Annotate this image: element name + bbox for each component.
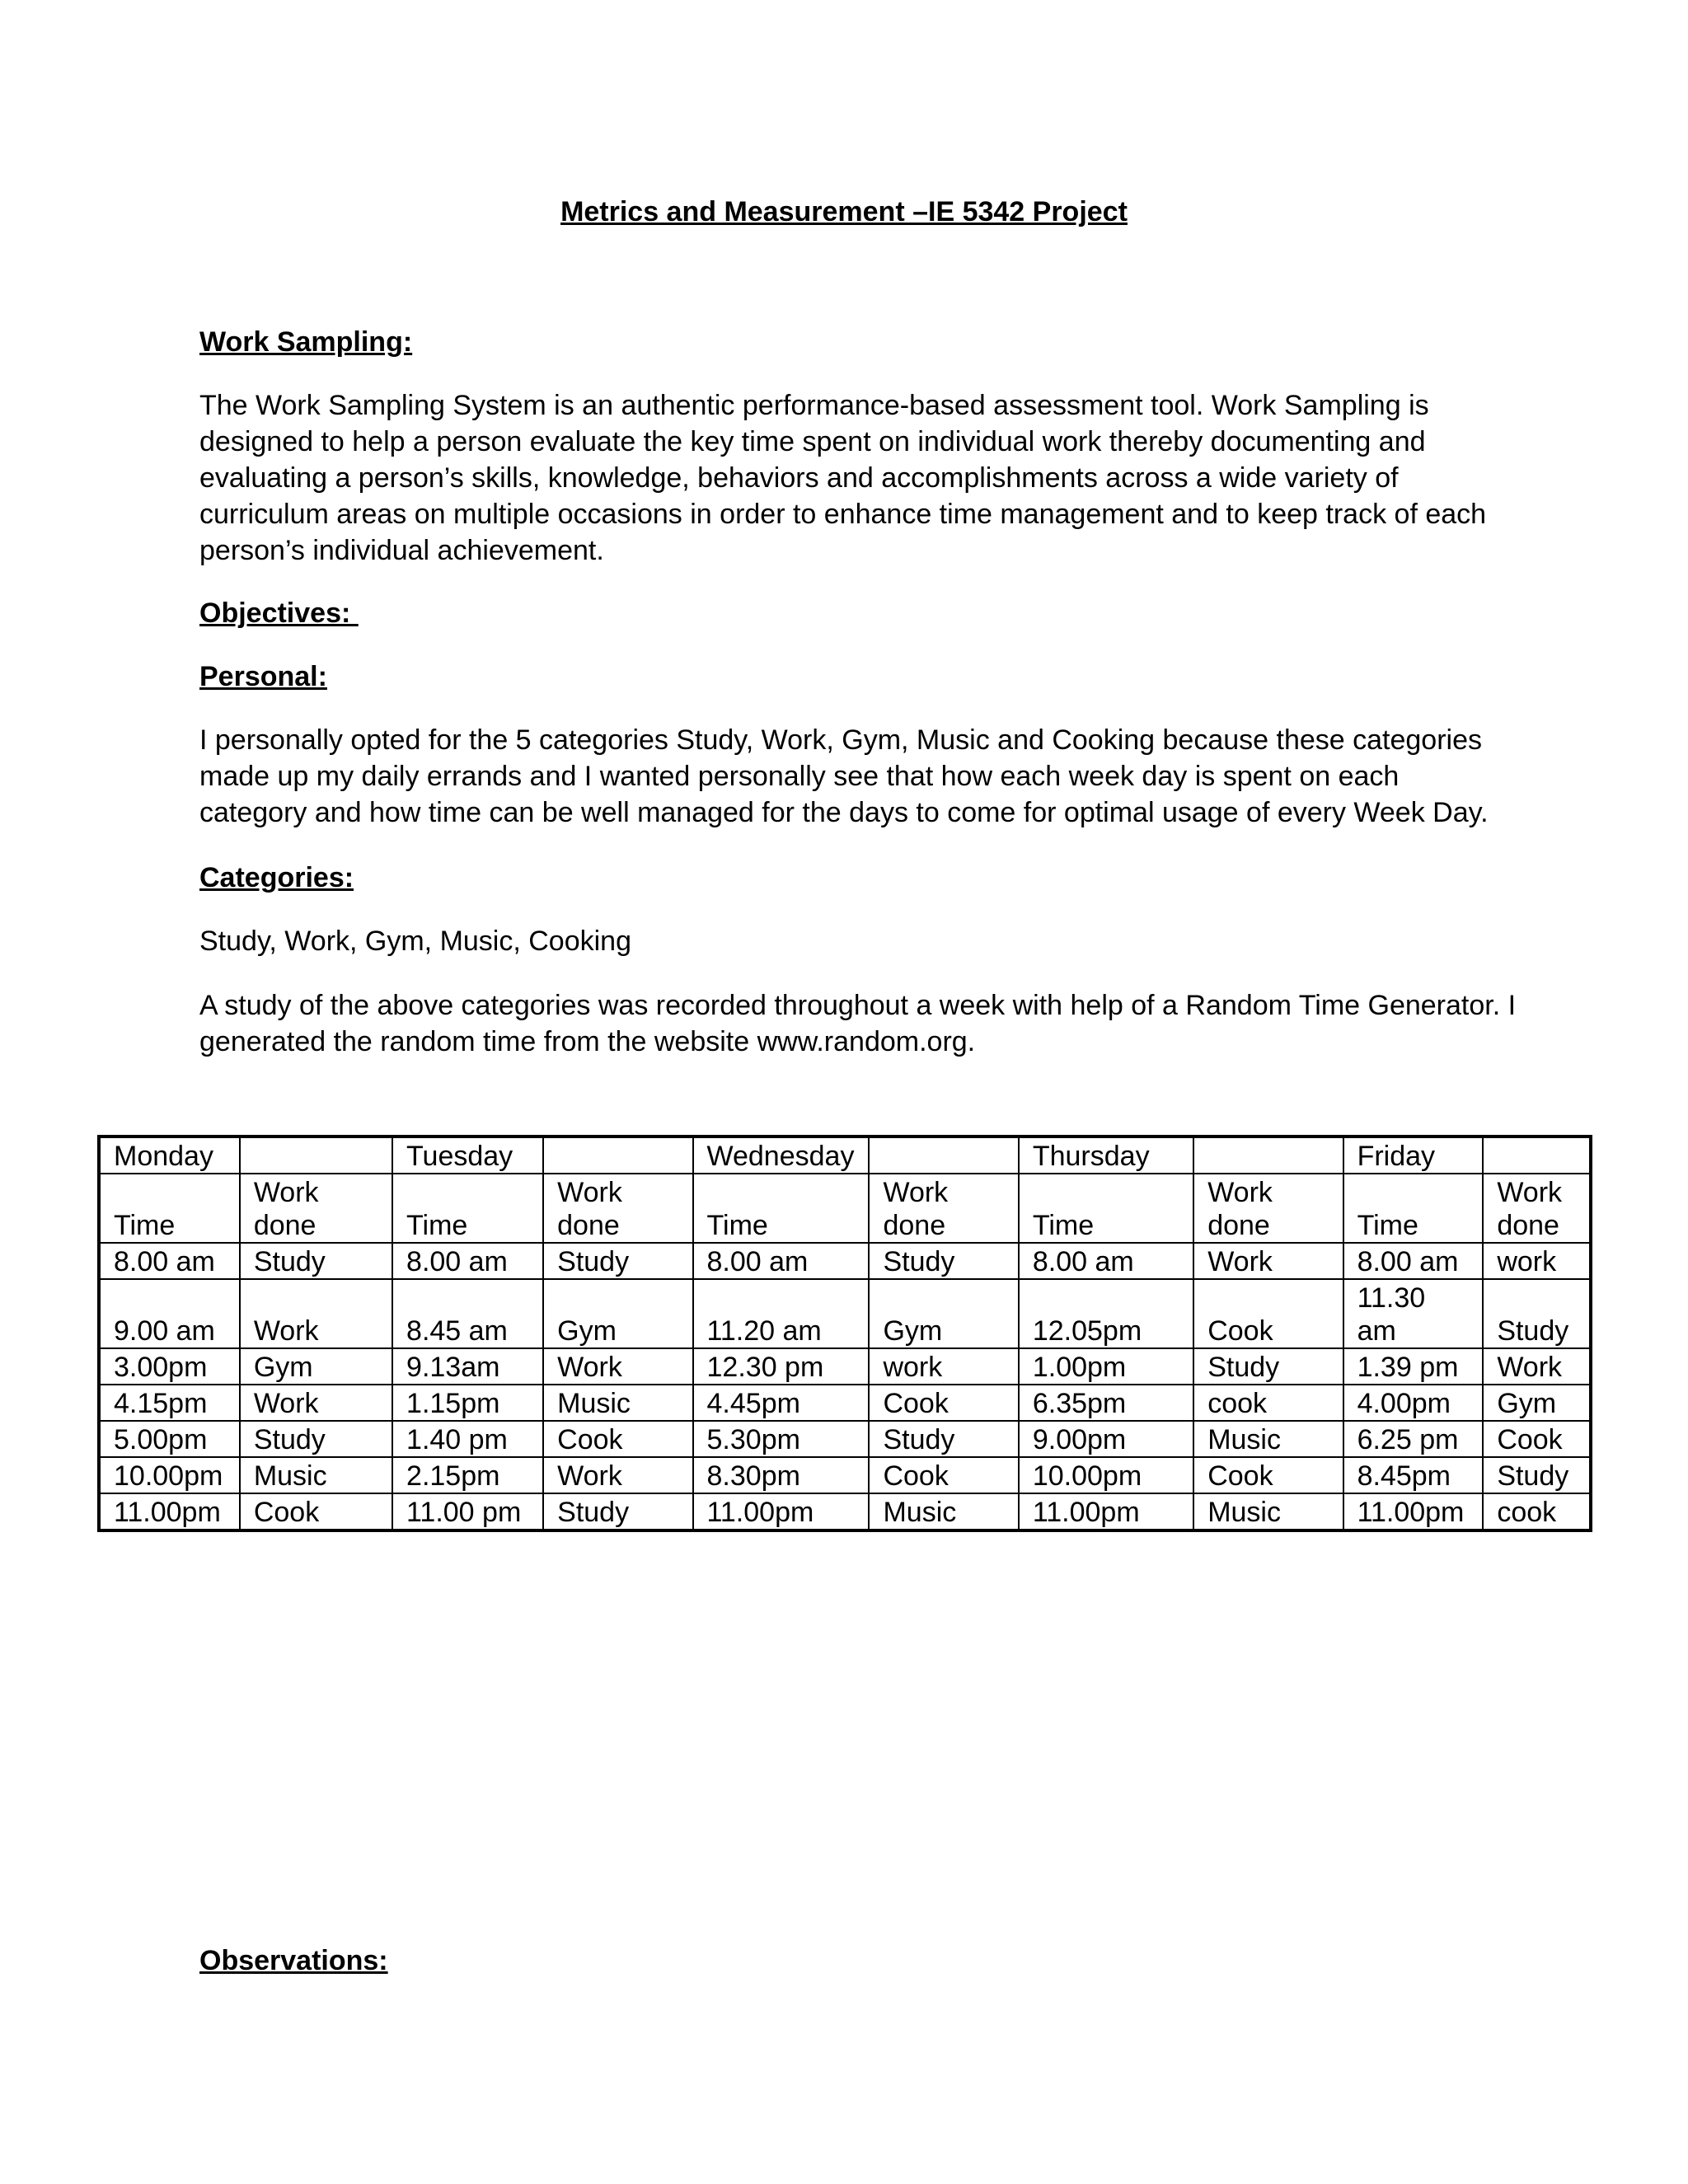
- table-row-cell: Study: [869, 1243, 1018, 1279]
- table-row-cell: 11.00pm: [693, 1493, 870, 1530]
- table-row-cell: Study: [869, 1421, 1018, 1457]
- table-row-cell: Music: [869, 1493, 1018, 1530]
- table-row-cell: cook: [1483, 1493, 1591, 1530]
- column-header-row-cell: Time: [99, 1174, 240, 1243]
- table-row-cell: Cook: [1193, 1457, 1343, 1493]
- table-row-cell: 8.00 am: [1343, 1243, 1484, 1279]
- table-row-cell: 10.00pm: [99, 1457, 240, 1493]
- table-row-cell: 2.15pm: [392, 1457, 543, 1493]
- table-row-cell: Work: [1483, 1348, 1591, 1385]
- table-row-cell: work: [1483, 1243, 1591, 1279]
- table-row-cell: Study: [240, 1243, 392, 1279]
- table-row-cell: cook: [1193, 1385, 1343, 1421]
- column-header-row-cell: Work done: [1483, 1174, 1591, 1243]
- table-row-cell: work: [869, 1348, 1018, 1385]
- table-row-cell: Gym: [1483, 1385, 1591, 1421]
- table-row-cell: Work: [240, 1385, 392, 1421]
- table-row-cell: Study: [240, 1421, 392, 1457]
- categories-heading: Categories:: [199, 862, 354, 893]
- work-sampling-table: [97, 1135, 1592, 1532]
- table-row-cell: 8.30pm: [693, 1457, 870, 1493]
- table-row-cell: 5.00pm: [99, 1421, 240, 1457]
- table-row-cell: 11.20 am: [693, 1279, 870, 1348]
- categories-list: Study, Work, Gym, Music, Cooking: [199, 926, 631, 957]
- table-row-cell: 8.45 am: [392, 1279, 543, 1348]
- table-row-cell: 9.00pm: [1019, 1421, 1193, 1457]
- table-row-cell: Study: [543, 1493, 692, 1530]
- table-row-cell: 11.30 am: [1343, 1279, 1484, 1348]
- table-row-cell: 8.00 am: [392, 1243, 543, 1279]
- day-header-row-cell: [1193, 1137, 1343, 1174]
- table-row: [99, 1457, 1591, 1493]
- table-row-cell: Cook: [1483, 1421, 1591, 1457]
- observations-heading: Observations:: [199, 1945, 388, 1976]
- table-row-cell: 12.30 pm: [693, 1348, 870, 1385]
- table-row-cell: Gym: [240, 1348, 392, 1385]
- column-header-row-cell: Time: [693, 1174, 870, 1243]
- day-header-row: [99, 1137, 1591, 1174]
- study-description: A study of the above categories was recorded throughout a week with help of a Random Time Generator. I generated the random time from the website www.random.org.: [199, 990, 1517, 1057]
- work-sampling-heading: Work Sampling:: [199, 326, 413, 358]
- objectives-heading: Objectives:: [199, 598, 359, 629]
- column-header-row-cell: Work done: [869, 1174, 1018, 1243]
- table-row-cell: Cook: [869, 1457, 1018, 1493]
- day-header-row-cell: Monday: [99, 1137, 240, 1174]
- day-header-row-cell: Wednesday: [693, 1137, 870, 1174]
- day-header-row-cell: Tuesday: [392, 1137, 543, 1174]
- table-row-cell: 4.00pm: [1343, 1385, 1484, 1421]
- table-row-cell: 11.00pm: [1019, 1493, 1193, 1530]
- table-row-cell: Music: [1193, 1493, 1343, 1530]
- table-row-cell: Study: [1483, 1457, 1591, 1493]
- day-header-row-cell: [869, 1137, 1018, 1174]
- table-row-cell: Gym: [869, 1279, 1018, 1348]
- table-row-cell: 10.00pm: [1019, 1457, 1193, 1493]
- table-row: [99, 1385, 1591, 1421]
- table-row-cell: 12.05pm: [1019, 1279, 1193, 1348]
- table-row-cell: Cook: [543, 1421, 692, 1457]
- day-header-row-cell: Friday: [1343, 1137, 1484, 1174]
- table-row-cell: Study: [543, 1243, 692, 1279]
- table-row-cell: 9.00 am: [99, 1279, 240, 1348]
- table-row: [99, 1493, 1591, 1530]
- table-row-cell: 9.13am: [392, 1348, 543, 1385]
- column-header-row-cell: Work done: [543, 1174, 692, 1243]
- personal-paragraph: I personally opted for the 5 categories Study, Work, Gym, Music and Cooking because these categories made up my daily errands and I wanted personally see that how each week day is spent on each category and how time can be well managed for the days to come for optimal usage of every Week Day.: [199, 724, 1489, 828]
- table-row-cell: 5.30pm: [693, 1421, 870, 1457]
- table-row: [99, 1243, 1591, 1279]
- personal-heading: Personal:: [199, 661, 327, 692]
- table-row-cell: Cook: [869, 1385, 1018, 1421]
- day-header-row-cell: [1483, 1137, 1591, 1174]
- table-row-cell: 11.00 pm: [392, 1493, 543, 1530]
- table-row-cell: Work: [1193, 1243, 1343, 1279]
- table-row-cell: Study: [1483, 1279, 1591, 1348]
- table-row-cell: Work: [543, 1348, 692, 1385]
- table-row: [99, 1279, 1591, 1348]
- table-row-cell: 1.00pm: [1019, 1348, 1193, 1385]
- table-row-cell: 8.00 am: [693, 1243, 870, 1279]
- table-row-cell: 11.00pm: [99, 1493, 240, 1530]
- table-row-cell: 6.35pm: [1019, 1385, 1193, 1421]
- table-row-cell: 6.25 pm: [1343, 1421, 1484, 1457]
- column-header-row-cell: Time: [1019, 1174, 1193, 1243]
- table-row-cell: Music: [1193, 1421, 1343, 1457]
- document-title: Metrics and Measurement –IE 5342 Project: [560, 196, 1128, 227]
- table-row-cell: Cook: [1193, 1279, 1343, 1348]
- table-row-cell: 1.15pm: [392, 1385, 543, 1421]
- table-row-cell: 8.45pm: [1343, 1457, 1484, 1493]
- table-row-cell: 3.00pm: [99, 1348, 240, 1385]
- column-header-row-cell: Time: [392, 1174, 543, 1243]
- day-header-row-cell: [240, 1137, 392, 1174]
- table-row-cell: Work: [543, 1457, 692, 1493]
- column-header-row-cell: Work done: [1193, 1174, 1343, 1243]
- table-row-cell: 1.40 pm: [392, 1421, 543, 1457]
- table-row-cell: 8.00 am: [99, 1243, 240, 1279]
- table-row-cell: Music: [543, 1385, 692, 1421]
- table-row: [99, 1348, 1591, 1385]
- table-row-cell: Cook: [240, 1493, 392, 1530]
- column-header-row-cell: Work done: [240, 1174, 392, 1243]
- day-header-row-cell: [543, 1137, 692, 1174]
- table-row-cell: 11.00pm: [1343, 1493, 1484, 1530]
- column-header-row: [99, 1174, 1591, 1243]
- column-header-row-cell: Time: [1343, 1174, 1484, 1243]
- table-row-cell: Study: [1193, 1348, 1343, 1385]
- table-row-cell: Gym: [543, 1279, 692, 1348]
- table-row: [99, 1421, 1591, 1457]
- work-sampling-paragraph: The Work Sampling System is an authentic performance-based assessment tool. Work Sampling is designed to help a person evaluate the key time spent on individual work thereby documenting and evaluating a person’s skills, knowledge, behaviors and accomplishments across a wide variety of curriculum areas on multiple occasions in order to enhance time management and to keep track of each person’s individual achievement.: [199, 390, 1487, 566]
- table-row-cell: 4.15pm: [99, 1385, 240, 1421]
- day-header-row-cell: Thursday: [1019, 1137, 1193, 1174]
- table-row-cell: 8.00 am: [1019, 1243, 1193, 1279]
- table-row-cell: Work: [240, 1279, 392, 1348]
- table-row-cell: 1.39 pm: [1343, 1348, 1484, 1385]
- table-row-cell: Music: [240, 1457, 392, 1493]
- table-row-cell: 4.45pm: [693, 1385, 870, 1421]
